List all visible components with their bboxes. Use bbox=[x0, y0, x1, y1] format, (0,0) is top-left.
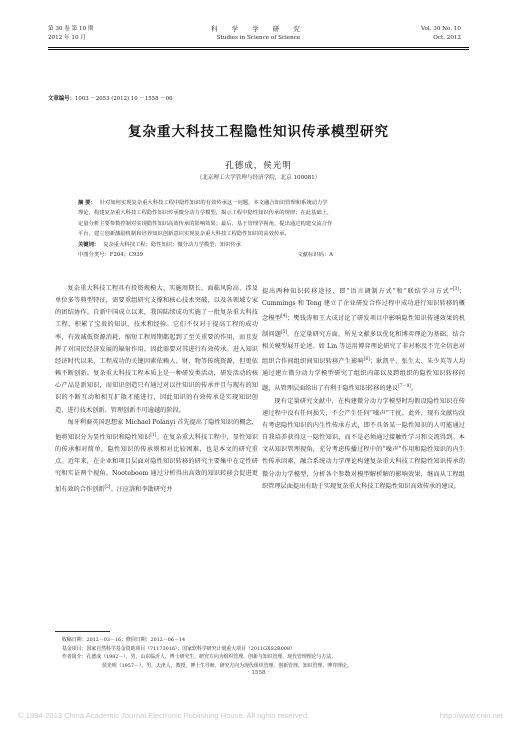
watermark-copyright: © 1994-2013 China Academic Journal Electronic Publishing House. All rights reserved. bbox=[18, 711, 310, 720]
header-date-en: Oct. 2012 bbox=[433, 35, 461, 41]
clc-value: F204；C939 bbox=[109, 252, 144, 259]
abstract-block bbox=[78, 198, 446, 260]
citation-ref: [1] bbox=[150, 431, 157, 437]
paragraph-text: 匈牙利裔英国思想家 Michael Polanyi 首先提出了隐性知识的概念，他将知识分为显性知识和隐性知识 bbox=[55, 418, 258, 441]
abstract-line-1 bbox=[78, 198, 446, 208]
article-number-value: 1003 －2053 (2012) 10 －1558 －06 bbox=[74, 96, 173, 102]
header-vol-cn: 第 30 卷 第 10 期 bbox=[48, 26, 94, 32]
abstract-text-4: 平台、建立创新激励机制和培养知识创新意识实现复杂重大科技工程隐性知识的高效传承。 bbox=[78, 231, 290, 238]
journal-name-en: Studies in Science of Science bbox=[216, 35, 301, 41]
paragraph-text: 。 bbox=[410, 385, 418, 393]
footnote-rule bbox=[55, 631, 110, 632]
paragraph-text: 。汪应洛和李勖研究并 bbox=[110, 485, 173, 493]
clc-label: 中图分类号： bbox=[78, 252, 110, 259]
paragraph-text: ；Cummings 和 Teng 建立了企业研发合作过程中成功进行知识转移的概念模型 bbox=[262, 288, 465, 323]
article-number bbox=[48, 94, 173, 102]
citation-ref: [6] bbox=[363, 355, 370, 361]
citation-ref: [2] bbox=[104, 483, 111, 489]
citation-ref: [4] bbox=[281, 313, 288, 319]
paper-affiliation: （北京理工大学管理与经济学院，北京 100081） bbox=[196, 175, 321, 181]
classification-line bbox=[78, 250, 333, 260]
header-date-cn: 2012 年 10 月 bbox=[48, 35, 86, 41]
paragraph-text: 提出两种知识转移途径，即“语言调制方式”和“联结学习方式” bbox=[262, 288, 453, 296]
keywords-text: 复杂重大科技工程；隐性知识；微分动力学模型；知识传承 bbox=[103, 241, 241, 248]
footnote-funding: 基金项目：国家自然科学基金资助项目（71173016）；国家软科学研究计划重大项目（2011GXS2B008） bbox=[62, 645, 295, 652]
doc-code-label: 文献标识码： bbox=[297, 252, 330, 259]
footnote-author-2: 侯光明（1957－），男，天津人，教授，博士生导师，研究方向为现代组织管理、创新管理、知识管理、博弈理论。 bbox=[102, 662, 352, 669]
page-number: · 1558 · bbox=[247, 670, 270, 676]
footnote-received: 收稿日期：2012－03－16；修回日期：2012－06－14 bbox=[62, 637, 186, 643]
abstract-label: 摘 要： bbox=[78, 200, 96, 206]
clc-code bbox=[78, 250, 143, 260]
abstract-text-1: 针对如何实现复杂重大科技工程中隐性知识的有效传承这一问题，本文融合知识管理和系统动力学 bbox=[99, 200, 328, 206]
citation-ref: [3] bbox=[452, 286, 459, 291]
paper-authors: 孔德成，侯光明 bbox=[225, 161, 292, 171]
body-paragraph: 复杂重大科技工程具有投资规模大、实施周期长、面临风险高、涉及单位多等典型特征，需要重组研究支撑和核心技术突破，以及各领域专家的团结协作。自新中国成立以来，我国陆续成功实施了一批复杂重大科技工程，积累了宝贵的知识、技术和经验。它们不仅对于提高工程的成功率，有效减低资源消耗，缩短工程周期都起到了至关重要的作用，而且发挥了对国民经济发展的辐射作用，因此需要对其进行有效传承。进入知识经济时代以来，工程成功的关键因素依赖人、财、物等传统资源，但更依赖不断创新。复杂重大科技工程本质上是一种研发类活动，研发活动的核心产品是新知识，而知识创造只有通过对以往知识的传承并且与现有的知识的不断互动和相互扩散才能进行，因此知识的有效传承是实现知识创造、进行技术创新、管理创新不可逾越的阶段。 bbox=[55, 285, 258, 414]
citation-ref: [7－9] bbox=[398, 383, 411, 389]
body-column-right bbox=[262, 283, 465, 493]
footnote-author-1: 作者简介：孔德成（1982－），男，山东临沂人，博士研究生，研究方向为组织管理、创新与知识管理、现代管理理论与方法。 bbox=[62, 654, 337, 661]
paragraph-text: ；耿凯平、张生太、朱少英等人均通过建立微分动力学模型研究了组织内部以及跨组织的隐性知识转移问题，从管理层面给出了有利于隐性知识转移的建议 bbox=[262, 358, 466, 393]
watermark-url: http://www.cnki.net bbox=[439, 711, 503, 720]
paragraph-text: 。在定量研究方面，所见文献多以优化和博弈理论为基础，结合相关模型展开论述。如 Lin 等运用博弈理论研究了非对称及不完全信息对组织合作间组织间知识转移产生影响 bbox=[262, 330, 466, 366]
header-vol-en: Vol. 30 No. 10 bbox=[421, 26, 461, 32]
keywords-line bbox=[78, 240, 446, 250]
journal-name-cn: 科 学 学 研 究 bbox=[211, 25, 306, 33]
abstract-text-2: 理论，构建复杂重大科技工程隐性知识传承微分动力学模型，揭示工程中隐性知识传承的规律；在此基础上， bbox=[78, 210, 333, 217]
citation-ref: [5] bbox=[281, 328, 288, 334]
cnki-watermark bbox=[18, 711, 503, 720]
document-code bbox=[297, 250, 333, 260]
paper-title: 复杂重大科技工程隐性知识传承模型研究 bbox=[128, 124, 389, 140]
body-column-left bbox=[55, 283, 258, 496]
header-rule-thick bbox=[48, 47, 469, 48]
header-volume-en bbox=[421, 25, 461, 43]
abstract-text-3: 定量分析主要参数控制对实现隐性知识高效传承的影响效果；最后，基于管理学视角，提出通过构建交流合作 bbox=[78, 220, 333, 227]
article-number-label: 文章编号： bbox=[48, 96, 75, 102]
header-rule-thin bbox=[48, 49, 469, 50]
paragraph-text: ；樊钱涛和王大成讨论了研发项目中影响隐性知识传递效果的机制问题 bbox=[262, 315, 466, 338]
footnotes bbox=[62, 636, 462, 670]
doc-code-value: A bbox=[329, 252, 333, 259]
body-paragraph bbox=[262, 283, 465, 396]
body-paragraph: 现有定量研究文献中，在构建微分动力学模型时均假设隐性知识在传递过程中没有任何损失，不会产生任何“噪声”干扰。此外，现有文献均没有考虑隐性知识的内生性传承方式，即不具备某一隐性知识的人可能通过自我培养获得这一隐性知识，而不是必须通过接触性学习和交流得到。本文从知识管理视角，充分考虑传播过程中的“噪声”作用和隐性知识的内生性传承因素，融合系统动力学理论构建复杂重大科技工程隐性知识传承的微分动力学模型，分析各个参数对模型解析解的影响效果，继而从工程组织管理层面提出有助于实现复杂重大科技工程隐性知识高效传承的建议。 bbox=[262, 397, 465, 490]
keywords-label: 关键词： bbox=[78, 241, 100, 248]
body-paragraph bbox=[55, 417, 258, 496]
paragraph-text: 。在复杂重大科技工程中，显性知识的传承相对简单，隐性知识的传承则相对比较困难，也是本文的研究重点。近年来，在企业和项目层面对隐性知识转移的研究主要集中在定性研究和实证两个视角。Nooteboom 通过分析得出高效的知识转移会促进更加有效的合作创新 bbox=[55, 433, 259, 493]
